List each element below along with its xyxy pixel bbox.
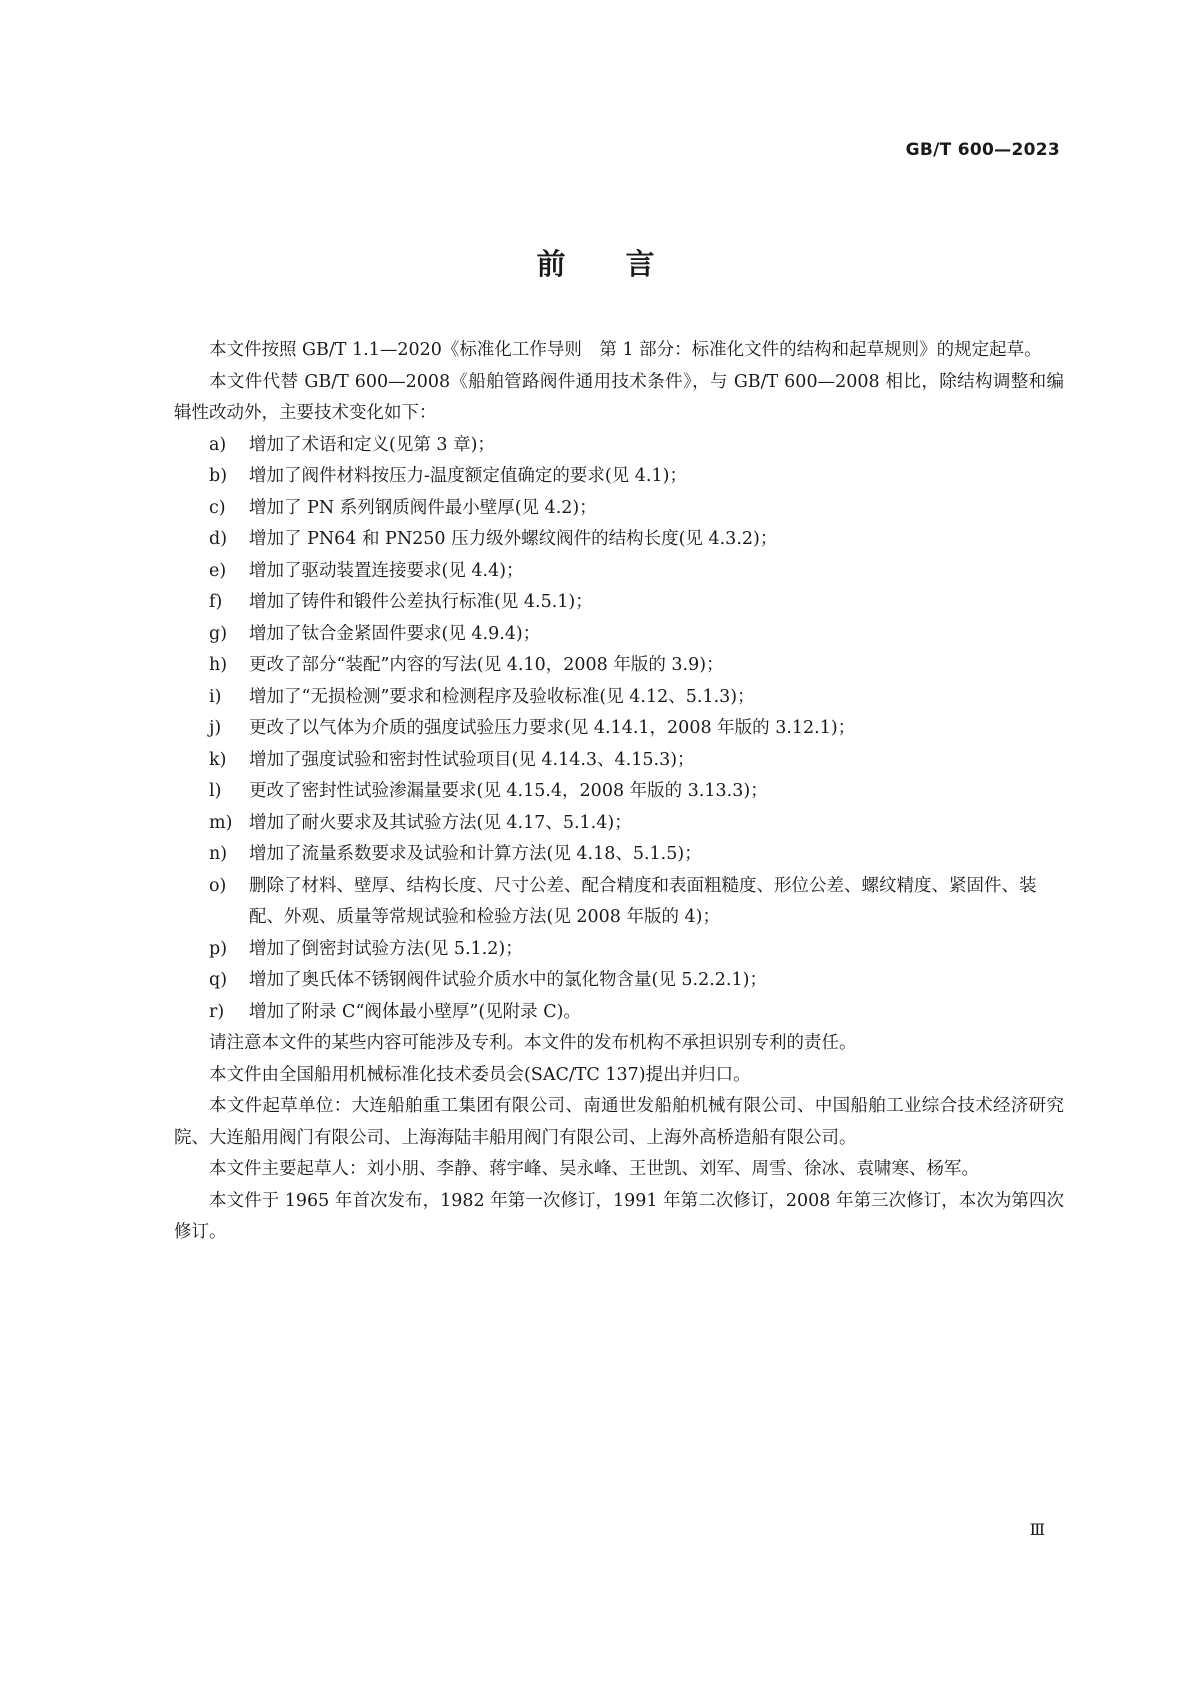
- list-item-text: 增加了“无损检测”要求和检测程序及验收标准(见 4.12、5.1.3)；: [249, 686, 755, 707]
- list-item: [209, 997, 1064, 1029]
- list-item-text: 增加了耐火要求及其试验方法(见 4.17、5.1.4)；: [249, 812, 632, 833]
- list-marker: g): [209, 623, 228, 644]
- page-number: Ⅲ: [1029, 1520, 1045, 1539]
- list-item: [209, 965, 1064, 997]
- list-item: [209, 493, 1064, 525]
- list-item: [209, 650, 1064, 682]
- list-item-text: 更改了部分“装配”内容的写法(见 4.10，2008 年版的 3.9)；: [249, 655, 724, 675]
- list-item: [209, 587, 1064, 619]
- list-item-text: 增加了强度试验和密封性试验项目(见 4.14.3、4.15.3)；: [249, 749, 695, 770]
- list-item: [209, 619, 1064, 651]
- list-item-text: 增加了奥氏体不锈钢阀件试验介质水中的氯化物含量(见 5.2.2.1)；: [249, 970, 767, 990]
- list-marker: r): [209, 1001, 225, 1022]
- standard-code: GB/T 600—2023: [905, 140, 1060, 160]
- list-item-text: 增加了术语和定义(见第 3 章)；: [249, 434, 495, 455]
- list-item-text: 更改了以气体为介质的强度试验压力要求(见 4.14.1，2008 年版的 3.12.1)；: [249, 718, 856, 738]
- list-item: [209, 776, 1064, 808]
- list-marker: j): [209, 718, 222, 738]
- list-marker: p): [209, 938, 228, 959]
- list-item-text: 更改了密封性试验渗漏量要求(见 4.15.4，2008 年版的 3.13.3)；: [249, 781, 768, 801]
- list-item: [209, 934, 1064, 966]
- list-item-text: 增加了驱动装置连接要求(见 4.4)；: [249, 560, 524, 581]
- closing-paragraph: 本文件于 1965 年首次发布，1982 年第一次修订，1991 年第二次修订，2008 年第三次修订，本次为第四次修订。: [174, 1190, 1064, 1242]
- list-marker: h): [209, 655, 228, 675]
- closing-paragraph: 本文件由全国船用机械标准化技术委员会(SAC/TC 137)提出并归口。: [209, 1064, 751, 1085]
- closing-paragraph: 本文件起草单位：大连船舶重工集团有限公司、南通世发船舶机械有限公司、中国船舶工业综合技术经济研究院、大连船用阀门有限公司、上海海陆丰船用阀门有限公司、上海外高桥造船有限公司。: [174, 1096, 1064, 1148]
- changes-list: [174, 430, 1064, 1029]
- list-item: [209, 808, 1064, 840]
- intro-paragraph: 本文件代替 GB/T 600—2008《船舶管路阀件通用技术条件》，与 GB/T 600—2008 相比，除结构调整和编辑性改动外，主要技术变化如下：: [174, 371, 1064, 423]
- list-marker: f): [209, 592, 223, 612]
- list-marker: i): [209, 686, 222, 707]
- list-item-text: 删除了材料、壁厚、结构长度、尺寸公差、配合精度和表面粗糙度、形位公差、螺纹精度、紧固件、装配、外观、质量等常规试验和检验方法(见 2008 年版的 4)；: [249, 875, 1037, 927]
- list-item: [209, 524, 1064, 556]
- intro-paragraph: 本文件按照 GB/T 1.1—2020《标准化工作导则 第 1 部分：标准化文件的结构和起草规则》的规定起草。: [209, 340, 1042, 360]
- list-item-text: 增加了 PN64 和 PN250 压力级外螺纹阀件的结构长度(见 4.3.2)；: [249, 529, 778, 549]
- list-item-text: 增加了 PN 系列钢质阀件最小壁厚(见 4.2)；: [249, 497, 597, 518]
- list-item: [209, 556, 1064, 588]
- page-title: 前言: [536, 247, 715, 281]
- list-item-text: 增加了附录 C“阀体最小壁厚”(见附录 C)。: [249, 1001, 581, 1022]
- list-marker: k): [209, 749, 227, 770]
- list-item-text: 增加了阀件材料按压力-温度额定值确定的要求(见 4.1)；: [249, 466, 687, 486]
- list-marker: e): [209, 560, 227, 581]
- closing-paragraph: 本文件主要起草人：刘小朋、李静、蒋宇峰、吴永峰、王世凯、刘军、周雪、徐冰、袁啸寒、杨军。: [209, 1159, 979, 1179]
- list-marker: b): [209, 466, 228, 486]
- list-marker: q): [209, 970, 228, 990]
- list-item: [209, 461, 1064, 493]
- foreword-body: [174, 335, 1064, 1249]
- list-item: [209, 430, 1064, 462]
- list-item: [209, 713, 1064, 745]
- list-item: [209, 745, 1064, 777]
- list-item: [209, 871, 1064, 934]
- list-item: [209, 682, 1064, 714]
- list-marker: a): [209, 434, 227, 455]
- list-marker: d): [209, 529, 228, 549]
- list-marker: l): [209, 781, 222, 801]
- list-item-text: 增加了铸件和锻件公差执行标准(见 4.5.1)；: [249, 592, 593, 612]
- list-marker: o): [209, 875, 227, 896]
- list-marker: m): [209, 812, 233, 833]
- closing-paragraph: 请注意本文件的某些内容可能涉及专利。本文件的发布机构不承担识别专利的责任。: [209, 1033, 857, 1053]
- list-item-text: 增加了倒密封试验方法(见 5.1.2)；: [249, 938, 523, 959]
- list-marker: c): [209, 497, 226, 518]
- list-marker: n): [209, 844, 228, 864]
- list-item-text: 增加了钛合金紧固件要求(见 4.9.4)；: [249, 623, 541, 644]
- list-item-text: 增加了流量系数要求及试验和计算方法(见 4.18、5.1.5)；: [249, 844, 702, 864]
- list-item: [209, 839, 1064, 871]
